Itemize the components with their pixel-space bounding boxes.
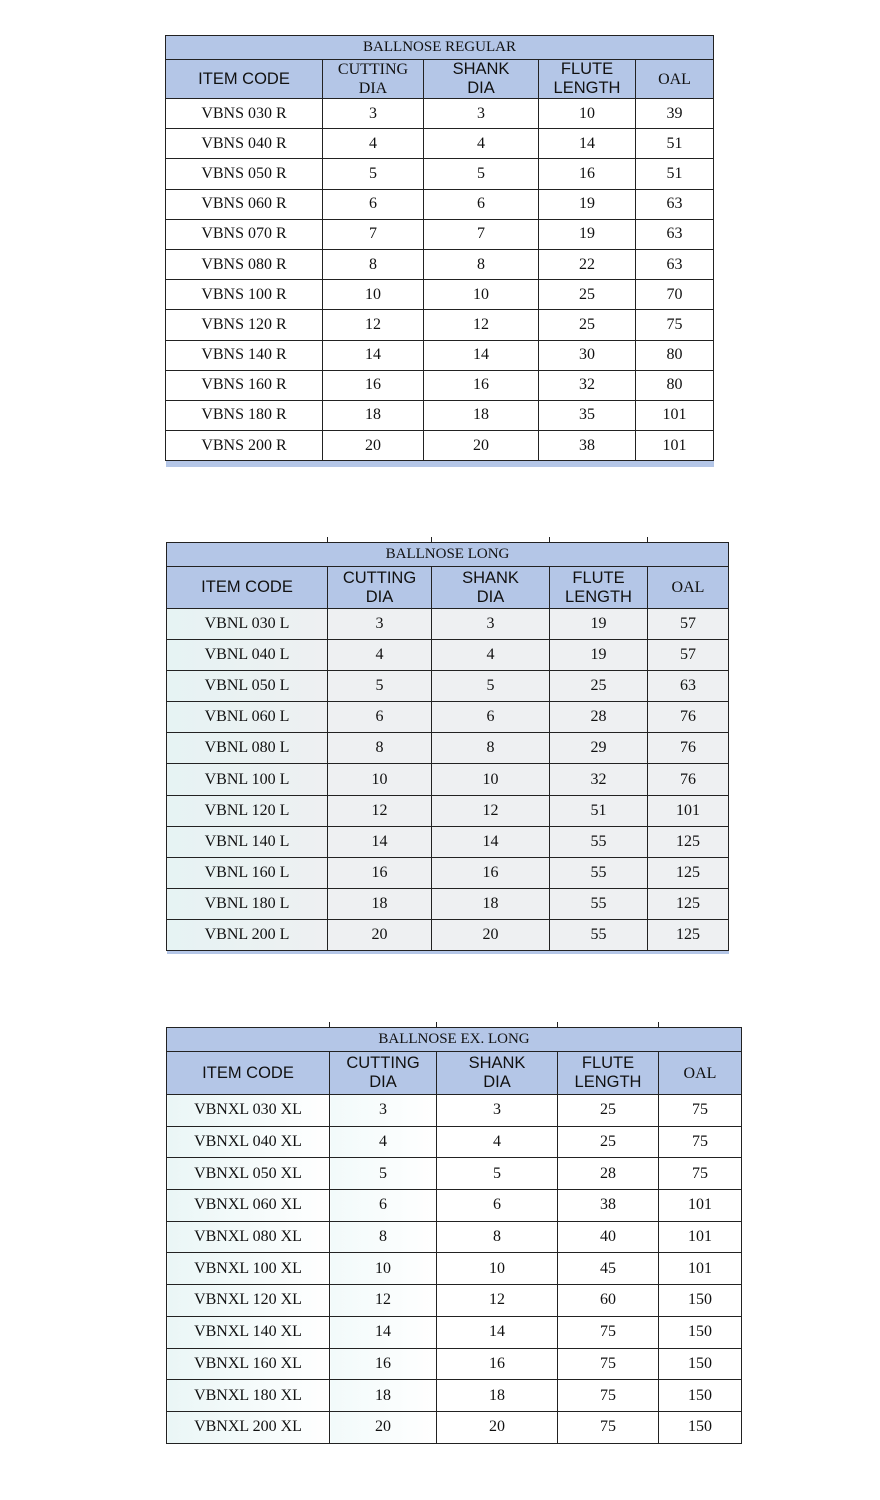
cutting-dia-cell: 8 bbox=[330, 1221, 437, 1253]
shank-dia-cell: 6 bbox=[437, 1190, 558, 1222]
flute-length-cell: 32 bbox=[539, 370, 636, 400]
shank-dia-cell: 12 bbox=[424, 310, 539, 340]
item-code-cell: VBNXL 060 XL bbox=[167, 1190, 330, 1222]
cutting-dia-cell: 18 bbox=[330, 1380, 437, 1412]
oal-cell: 101 bbox=[659, 1190, 742, 1222]
flute-length-cell: 55 bbox=[550, 888, 648, 919]
table-row bbox=[167, 1253, 742, 1285]
flute-length-cell: 38 bbox=[539, 431, 636, 461]
table-row bbox=[166, 219, 714, 249]
header-item-code: ITEM CODE bbox=[167, 567, 328, 609]
shank-dia-cell: 4 bbox=[432, 640, 550, 671]
flute-length-cell: 14 bbox=[539, 129, 636, 159]
header-item-code: ITEM CODE bbox=[166, 60, 323, 99]
cutting-dia-cell: 12 bbox=[323, 310, 424, 340]
flute-length-cell: 75 bbox=[558, 1316, 659, 1348]
shank-dia-cell: 16 bbox=[437, 1348, 558, 1380]
cutting-dia-cell: 14 bbox=[328, 826, 432, 857]
oal-cell: 101 bbox=[648, 795, 729, 826]
shank-dia-cell: 20 bbox=[424, 431, 539, 461]
table-row bbox=[167, 1190, 742, 1222]
item-code-cell: VBNS 160 R bbox=[166, 370, 323, 400]
item-code-cell: VBNXL 030 XL bbox=[167, 1095, 330, 1127]
cutting-dia-cell: 12 bbox=[328, 795, 432, 826]
shank-dia-cell: 3 bbox=[424, 99, 539, 129]
item-code-cell: VBNS 120 R bbox=[166, 310, 323, 340]
cutting-dia-cell: 3 bbox=[330, 1095, 437, 1127]
header-oal: OAL bbox=[648, 567, 729, 609]
item-code-cell: VBNL 050 L bbox=[167, 671, 328, 702]
table-row bbox=[167, 1285, 742, 1317]
table-row bbox=[167, 733, 729, 764]
shank-dia-cell: 6 bbox=[432, 702, 550, 733]
shank-dia-cell: 20 bbox=[437, 1411, 558, 1443]
oal-cell: 63 bbox=[636, 249, 714, 279]
oal-cell: 76 bbox=[648, 733, 729, 764]
flute-length-cell: 75 bbox=[558, 1348, 659, 1380]
oal-cell: 75 bbox=[659, 1158, 742, 1190]
table-footer-band bbox=[167, 951, 729, 955]
cutting-dia-cell: 14 bbox=[323, 340, 424, 370]
item-code-cell: VBNS 080 R bbox=[166, 249, 323, 279]
oal-cell: 75 bbox=[659, 1095, 742, 1127]
item-code-cell: VBNS 030 R bbox=[166, 99, 323, 129]
item-code-cell: VBNS 040 R bbox=[166, 129, 323, 159]
shank-dia-cell: 16 bbox=[424, 370, 539, 400]
oal-cell: 57 bbox=[648, 640, 729, 671]
header-shank-dia: SHANK DIA bbox=[424, 60, 539, 99]
item-code-cell: VBNL 140 L bbox=[167, 826, 328, 857]
shank-dia-cell: 4 bbox=[437, 1126, 558, 1158]
table-row bbox=[167, 702, 729, 733]
table-row bbox=[167, 1316, 742, 1348]
oal-cell: 63 bbox=[636, 189, 714, 219]
cutting-dia-cell: 16 bbox=[328, 857, 432, 888]
oal-cell: 150 bbox=[659, 1411, 742, 1443]
shank-dia-cell: 18 bbox=[424, 400, 539, 430]
table-row bbox=[167, 1348, 742, 1380]
header-oal: OAL bbox=[659, 1052, 742, 1095]
shank-dia-cell: 6 bbox=[424, 189, 539, 219]
flute-length-cell: 51 bbox=[550, 795, 648, 826]
oal-cell: 80 bbox=[636, 370, 714, 400]
shank-dia-cell: 4 bbox=[424, 129, 539, 159]
cutting-dia-cell: 4 bbox=[330, 1126, 437, 1158]
oal-cell: 125 bbox=[648, 826, 729, 857]
shank-dia-cell: 5 bbox=[424, 159, 539, 189]
shank-dia-cell: 8 bbox=[432, 733, 550, 764]
flute-length-cell: 45 bbox=[558, 1253, 659, 1285]
item-code-cell: VBNL 160 L bbox=[167, 857, 328, 888]
item-code-cell: VBNL 040 L bbox=[167, 640, 328, 671]
table-row bbox=[166, 280, 714, 310]
table-row bbox=[167, 795, 729, 826]
oal-cell: 39 bbox=[636, 99, 714, 129]
flute-length-cell: 75 bbox=[558, 1380, 659, 1412]
cutting-dia-cell: 10 bbox=[328, 764, 432, 795]
item-code-cell: VBNL 120 L bbox=[167, 795, 328, 826]
table-row bbox=[167, 1411, 742, 1443]
item-code-cell: VBNXL 140 XL bbox=[167, 1316, 330, 1348]
table-row bbox=[167, 640, 729, 671]
header-flute-length: FLUTE LENGTH bbox=[539, 60, 636, 99]
cutting-dia-cell: 4 bbox=[323, 129, 424, 159]
table-row bbox=[166, 400, 714, 430]
shank-dia-cell: 18 bbox=[437, 1380, 558, 1412]
flute-length-cell: 25 bbox=[558, 1126, 659, 1158]
shank-dia-cell: 12 bbox=[432, 795, 550, 826]
shank-dia-cell: 7 bbox=[424, 219, 539, 249]
flute-length-cell: 25 bbox=[539, 280, 636, 310]
cutting-dia-cell: 8 bbox=[328, 733, 432, 764]
ballnose-regular-table bbox=[165, 35, 714, 467]
header-item-code: ITEM CODE bbox=[167, 1052, 330, 1095]
item-code-cell: VBNL 180 L bbox=[167, 888, 328, 919]
oal-cell: 101 bbox=[636, 431, 714, 461]
table-row bbox=[167, 1126, 742, 1158]
table-row bbox=[167, 1221, 742, 1253]
ballnose-long-table bbox=[166, 537, 729, 954]
flute-length-cell: 19 bbox=[550, 640, 648, 671]
item-code-cell: VBNXL 040 XL bbox=[167, 1126, 330, 1158]
item-code-cell: VBNL 060 L bbox=[167, 702, 328, 733]
oal-cell: 80 bbox=[636, 340, 714, 370]
cutting-dia-cell: 18 bbox=[328, 888, 432, 919]
item-code-cell: VBNS 200 R bbox=[166, 431, 323, 461]
table-row bbox=[166, 431, 714, 461]
table-title: BALLNOSE EX. LONG bbox=[167, 1028, 742, 1052]
header-cutting-dia: CUTTING DIA bbox=[328, 567, 432, 609]
item-code-cell: VBNS 060 R bbox=[166, 189, 323, 219]
oal-cell: 75 bbox=[659, 1126, 742, 1158]
cutting-dia-cell: 7 bbox=[323, 219, 424, 249]
table-row bbox=[167, 1095, 742, 1127]
item-code-cell: VBNS 070 R bbox=[166, 219, 323, 249]
flute-length-cell: 29 bbox=[550, 733, 648, 764]
shank-dia-cell: 14 bbox=[437, 1316, 558, 1348]
header-flute-length: FLUTE LENGTH bbox=[550, 567, 648, 609]
flute-length-cell: 60 bbox=[558, 1285, 659, 1317]
header-cutting-dia: CUTTING DIA bbox=[330, 1052, 437, 1095]
flute-length-cell: 75 bbox=[558, 1411, 659, 1443]
item-code-cell: VBNXL 100 XL bbox=[167, 1253, 330, 1285]
item-code-cell: VBNS 140 R bbox=[166, 340, 323, 370]
shank-dia-cell: 10 bbox=[437, 1253, 558, 1285]
cutting-dia-cell: 20 bbox=[323, 431, 424, 461]
ballnose-ex-long-table bbox=[166, 1022, 742, 1444]
header-shank-dia: SHANK DIA bbox=[437, 1052, 558, 1095]
oal-cell: 63 bbox=[636, 219, 714, 249]
flute-length-cell: 35 bbox=[539, 400, 636, 430]
cutting-dia-cell: 18 bbox=[323, 400, 424, 430]
table-row bbox=[166, 249, 714, 279]
table-row bbox=[167, 826, 729, 857]
shank-dia-cell: 10 bbox=[424, 280, 539, 310]
item-code-cell: VBNS 050 R bbox=[166, 159, 323, 189]
cutting-dia-cell: 20 bbox=[330, 1411, 437, 1443]
item-code-cell: VBNXL 160 XL bbox=[167, 1348, 330, 1380]
table-row bbox=[167, 1158, 742, 1190]
flute-length-cell: 19 bbox=[539, 219, 636, 249]
oal-cell: 101 bbox=[636, 400, 714, 430]
shank-dia-cell: 12 bbox=[437, 1285, 558, 1317]
item-code-cell: VBNXL 080 XL bbox=[167, 1221, 330, 1253]
item-code-cell: VBNS 100 R bbox=[166, 280, 323, 310]
cutting-dia-cell: 4 bbox=[328, 640, 432, 671]
cutting-dia-cell: 10 bbox=[323, 280, 424, 310]
cutting-dia-cell: 5 bbox=[328, 671, 432, 702]
flute-length-cell: 55 bbox=[550, 857, 648, 888]
table-row bbox=[166, 129, 714, 159]
header-cutting-dia: CUTTING DIA bbox=[323, 60, 424, 99]
shank-dia-cell: 3 bbox=[432, 609, 550, 640]
shank-dia-cell: 5 bbox=[432, 671, 550, 702]
table-row bbox=[167, 919, 729, 950]
oal-cell: 101 bbox=[659, 1221, 742, 1253]
oal-cell: 76 bbox=[648, 764, 729, 795]
flute-length-cell: 25 bbox=[558, 1095, 659, 1127]
flute-length-cell: 10 bbox=[539, 99, 636, 129]
oal-cell: 101 bbox=[659, 1253, 742, 1285]
cutting-dia-cell: 14 bbox=[330, 1316, 437, 1348]
table-row bbox=[167, 764, 729, 795]
item-code-cell: VBNXL 120 XL bbox=[167, 1285, 330, 1317]
oal-cell: 150 bbox=[659, 1380, 742, 1412]
oal-cell: 76 bbox=[648, 702, 729, 733]
oal-cell: 150 bbox=[659, 1285, 742, 1317]
table-row bbox=[167, 671, 729, 702]
flute-length-cell: 38 bbox=[558, 1190, 659, 1222]
cutting-dia-cell: 16 bbox=[323, 370, 424, 400]
cutting-dia-cell: 5 bbox=[323, 159, 424, 189]
cutting-dia-cell: 3 bbox=[328, 609, 432, 640]
item-code-cell: VBNL 200 L bbox=[167, 919, 328, 950]
cutting-dia-cell: 6 bbox=[330, 1190, 437, 1222]
item-code-cell: VBNXL 050 XL bbox=[167, 1158, 330, 1190]
shank-dia-cell: 18 bbox=[432, 888, 550, 919]
cutting-dia-cell: 5 bbox=[330, 1158, 437, 1190]
shank-dia-cell: 14 bbox=[424, 340, 539, 370]
cutting-dia-cell: 16 bbox=[330, 1348, 437, 1380]
table-row bbox=[167, 1380, 742, 1412]
oal-cell: 57 bbox=[648, 609, 729, 640]
cutting-dia-cell: 6 bbox=[323, 189, 424, 219]
oal-cell: 70 bbox=[636, 280, 714, 310]
flute-length-cell: 55 bbox=[550, 826, 648, 857]
table-row bbox=[166, 310, 714, 340]
table-row bbox=[166, 340, 714, 370]
oal-cell: 125 bbox=[648, 857, 729, 888]
shank-dia-cell: 20 bbox=[432, 919, 550, 950]
oal-cell: 125 bbox=[648, 888, 729, 919]
shank-dia-cell: 16 bbox=[432, 857, 550, 888]
table-row bbox=[166, 159, 714, 189]
header-shank-dia: SHANK DIA bbox=[432, 567, 550, 609]
shank-dia-cell: 3 bbox=[437, 1095, 558, 1127]
cutting-dia-cell: 6 bbox=[328, 702, 432, 733]
oal-cell: 51 bbox=[636, 159, 714, 189]
table-row bbox=[166, 189, 714, 219]
flute-length-cell: 19 bbox=[550, 609, 648, 640]
table-title: BALLNOSE LONG bbox=[167, 543, 729, 567]
table-row bbox=[166, 370, 714, 400]
oal-cell: 51 bbox=[636, 129, 714, 159]
flute-length-cell: 55 bbox=[550, 919, 648, 950]
oal-cell: 63 bbox=[648, 671, 729, 702]
table-footer-band bbox=[166, 461, 714, 468]
flute-length-cell: 16 bbox=[539, 159, 636, 189]
flute-length-cell: 25 bbox=[550, 671, 648, 702]
item-code-cell: VBNXL 180 XL bbox=[167, 1380, 330, 1412]
oal-cell: 125 bbox=[648, 919, 729, 950]
flute-length-cell: 40 bbox=[558, 1221, 659, 1253]
flute-length-cell: 30 bbox=[539, 340, 636, 370]
oal-cell: 75 bbox=[636, 310, 714, 340]
shank-dia-cell: 10 bbox=[432, 764, 550, 795]
flute-length-cell: 19 bbox=[539, 189, 636, 219]
oal-cell: 150 bbox=[659, 1316, 742, 1348]
table-row bbox=[167, 857, 729, 888]
shank-dia-cell: 8 bbox=[437, 1221, 558, 1253]
item-code-cell: VBNL 030 L bbox=[167, 609, 328, 640]
flute-length-cell: 22 bbox=[539, 249, 636, 279]
cutting-dia-cell: 10 bbox=[330, 1253, 437, 1285]
item-code-cell: VBNL 080 L bbox=[167, 733, 328, 764]
cutting-dia-cell: 3 bbox=[323, 99, 424, 129]
flute-length-cell: 28 bbox=[558, 1158, 659, 1190]
shank-dia-cell: 8 bbox=[424, 249, 539, 279]
item-code-cell: VBNXL 200 XL bbox=[167, 1411, 330, 1443]
shank-dia-cell: 14 bbox=[432, 826, 550, 857]
flute-length-cell: 25 bbox=[539, 310, 636, 340]
table-row bbox=[166, 99, 714, 129]
header-oal: OAL bbox=[636, 60, 714, 99]
cutting-dia-cell: 8 bbox=[323, 249, 424, 279]
table-row bbox=[167, 888, 729, 919]
table-row bbox=[167, 609, 729, 640]
shank-dia-cell: 5 bbox=[437, 1158, 558, 1190]
cutting-dia-cell: 20 bbox=[328, 919, 432, 950]
cutting-dia-cell: 12 bbox=[330, 1285, 437, 1317]
item-code-cell: VBNL 100 L bbox=[167, 764, 328, 795]
flute-length-cell: 28 bbox=[550, 702, 648, 733]
table-title: BALLNOSE REGULAR bbox=[166, 36, 714, 60]
flute-length-cell: 32 bbox=[550, 764, 648, 795]
header-flute-length: FLUTE LENGTH bbox=[558, 1052, 659, 1095]
oal-cell: 150 bbox=[659, 1348, 742, 1380]
item-code-cell: VBNS 180 R bbox=[166, 400, 323, 430]
